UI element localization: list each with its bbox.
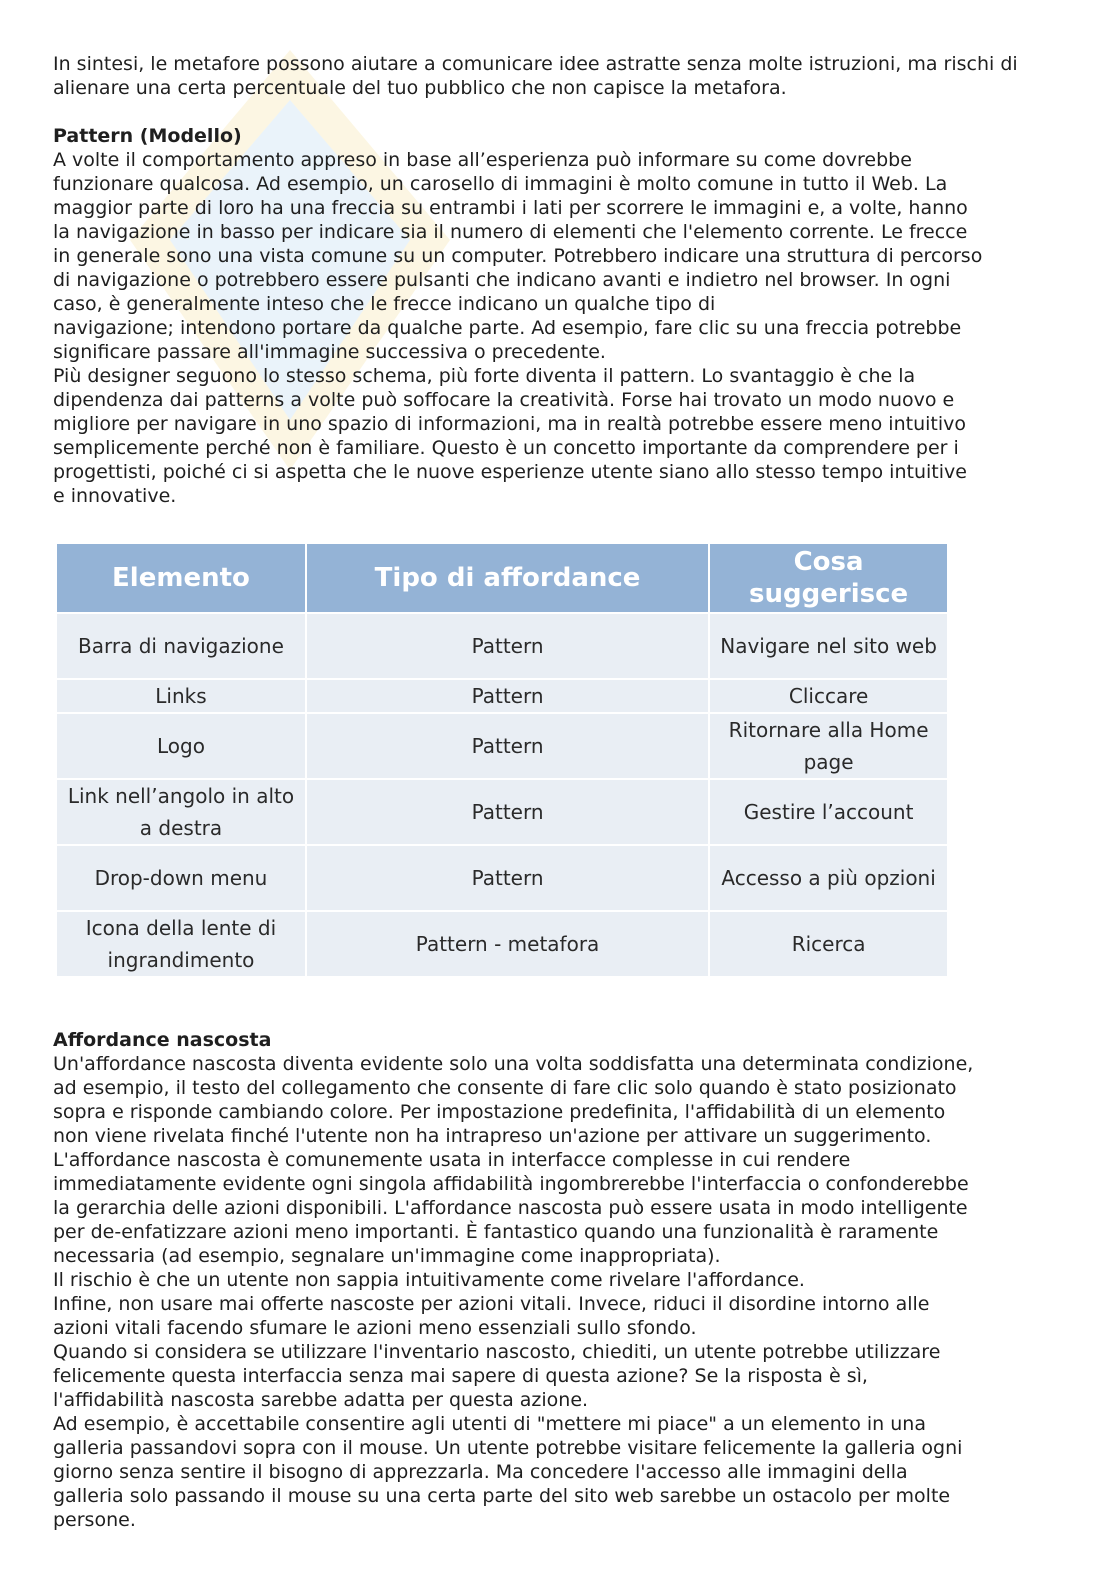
table-row: [57, 614, 947, 678]
text-line: L'affordance nascosta è comunemente usata in interfacce complesse in cui rendere: [53, 1149, 851, 1171]
text-line: semplicemente perché non è familiare. Questo è un concetto importante da comprendere per i: [53, 437, 959, 459]
column-header-suggerisce: Cosa suggerisce: [710, 544, 947, 612]
table-cell: Drop-down menu: [57, 846, 305, 910]
text-line: Più designer seguono lo stesso schema, più forte diventa il pattern. Lo svantaggio è che la: [53, 365, 916, 387]
table-cell: Navigare nel sito web: [710, 614, 947, 678]
text-line: azioni vitali facendo sfumare le azioni meno essenziali sullo sfondo.: [53, 1317, 697, 1339]
table-cell: Logo: [57, 714, 305, 778]
text-line: di navigazione o potrebbero essere pulsanti che indicano avanti e indietro nel browser. In ogni: [53, 269, 951, 291]
text-line: Quando si considera se utilizzare l'inventario nascosto, chiediti, un utente potrebbe utilizzare: [53, 1341, 941, 1363]
text-line: la gerarchia delle azioni disponibili. L'affordance nascosta può essere usata in modo intelligente: [53, 1197, 968, 1219]
table-cell: Ritornare alla Home page: [710, 714, 947, 778]
table-cell: Gestire l’account: [710, 780, 947, 844]
text-line: A volte il comportamento appreso in base all’esperienza può informare su come dovrebbe: [53, 149, 912, 171]
pattern-body: [53, 148, 1063, 508]
text-line: significare passare all'immagine successiva o precedente.: [53, 341, 606, 363]
text-line: Il rischio è che un utente non sappia intuitivamente come rivelare l'affordance.: [53, 1269, 805, 1291]
table-cell: Icona della lente di ingrandimento: [57, 912, 305, 976]
text-line: necessaria (ad esempio, segnalare un'immagine come inappropriata).: [53, 1245, 721, 1267]
text-line: progettisti, poiché ci si aspetta che le nuove esperienze utente siano allo stesso tempo intuitive: [53, 461, 967, 483]
text-line: sopra e risponde cambiando colore. Per impostazione predefinita, l'affidabilità di un elemento: [53, 1101, 946, 1123]
text-line: navigazione; intendono portare da qualche parte. Ad esempio, fare clic su una freccia potrebbe: [53, 317, 962, 339]
table-cell: Links: [57, 680, 305, 712]
table-cell: Pattern: [307, 780, 708, 844]
hidden-affordance-body: [53, 1052, 1063, 1532]
text-line: dipendenza dai patterns a volte può soffocare la creatività. Forse hai trovato un modo nuovo e: [53, 389, 955, 411]
table-row: [57, 912, 947, 976]
table-cell: Ricerca: [710, 912, 947, 976]
text-line: Un'affordance nascosta diventa evidente solo una volta soddisfatta una determinata condizione,: [53, 1053, 974, 1075]
hidden-affordance-heading: Affordance nascosta: [53, 1029, 272, 1051]
text-line: migliore per navigare in uno spazio di informazioni, ma in realtà potrebbe essere meno intuitivo: [53, 413, 966, 435]
table-row: [57, 846, 947, 910]
table-cell: Accesso a più opzioni: [710, 846, 947, 910]
text-line: non viene rivelata finché l'utente non ha intrapreso un'azione per attivare un suggerimento.: [53, 1125, 932, 1147]
table-cell: Link nell’angolo in alto a destra: [57, 780, 305, 844]
text-line: l'affidabilità nascosta sarebbe adatta per questa azione.: [53, 1389, 589, 1411]
text-line: immediatamente evidente ogni singola affidabilità ingombrerebbe l'interfaccia o confonderebbe: [53, 1173, 969, 1195]
text-line: caso, è generalmente inteso che le frecce indicano un qualche tipo di: [53, 293, 716, 315]
column-header-elemento: Elemento: [57, 544, 305, 612]
table-cell: Cliccare: [710, 680, 947, 712]
affordance-table: [55, 542, 949, 978]
text-line: Ad esempio, è accettabile consentire agli utenti di "mettere mi piace" a un elemento in una: [53, 1413, 926, 1435]
text-line: giorno senza sentire il bisogno di apprezzarla. Ma concedere l'accesso alle immagini della: [53, 1461, 908, 1483]
document-page: [53, 52, 1063, 1532]
text-line: felicemente questa interfaccia senza mai sapere di questa azione? Se la risposta è sì,: [53, 1365, 868, 1387]
text-line: e innovative.: [53, 485, 177, 507]
table-header-row: [57, 544, 947, 612]
text-line: in generale sono una vista comune su un computer. Potrebbero indicare una struttura di percorso: [53, 245, 983, 267]
text-line: la navigazione in basso per indicare sia il numero di elementi che l'elemento corrente. Le frecce: [53, 221, 968, 243]
text-line: galleria solo passando il mouse su una certa parte del sito web sarebbe un ostacolo per molte: [53, 1485, 951, 1507]
table-cell: Barra di navigazione: [57, 614, 305, 678]
spacer: [53, 100, 1063, 124]
table-cell: Pattern: [307, 614, 708, 678]
text-line: galleria passandovi sopra con il mouse. Un utente potrebbe visitare felicemente la galleria ogni: [53, 1437, 963, 1459]
text-line: persone.: [53, 1509, 136, 1531]
table-row: [57, 714, 947, 778]
text-line: per de-enfatizzare azioni meno importanti. È fantastico quando una funzionalità è raramente: [53, 1221, 939, 1243]
text-line: maggior parte di loro ha una freccia su entrambi i lati per scorrere le immagini e, a volte, hanno: [53, 197, 968, 219]
spacer: [53, 508, 1063, 542]
spacer: [53, 978, 1063, 1028]
table-cell: Pattern - metafora: [307, 912, 708, 976]
table-row: [57, 780, 947, 844]
table-row: [57, 680, 947, 712]
table-cell: Pattern: [307, 846, 708, 910]
table-cell: Pattern: [307, 714, 708, 778]
intro-paragraph: In sintesi, le metafore possono aiutare a comunicare idee astratte senza molte istruzioni, ma rischi di alienare una certa percentuale del tuo pubblico che non capisce la metafora.: [53, 53, 1018, 99]
text-line: ad esempio, il testo del collegamento che consente di fare clic solo quando è stato posizionato: [53, 1077, 957, 1099]
column-header-tipo: Tipo di affordance: [307, 544, 708, 612]
text-line: funzionare qualcosa. Ad esempio, un carosello di immagini è molto comune in tutto il Web. La: [53, 173, 948, 195]
table-cell: Pattern: [307, 680, 708, 712]
text-line: Infine, non usare mai offerte nascoste per azioni vitali. Invece, riduci il disordine intorno alle: [53, 1293, 930, 1315]
pattern-heading: Pattern (Modello): [53, 125, 242, 147]
